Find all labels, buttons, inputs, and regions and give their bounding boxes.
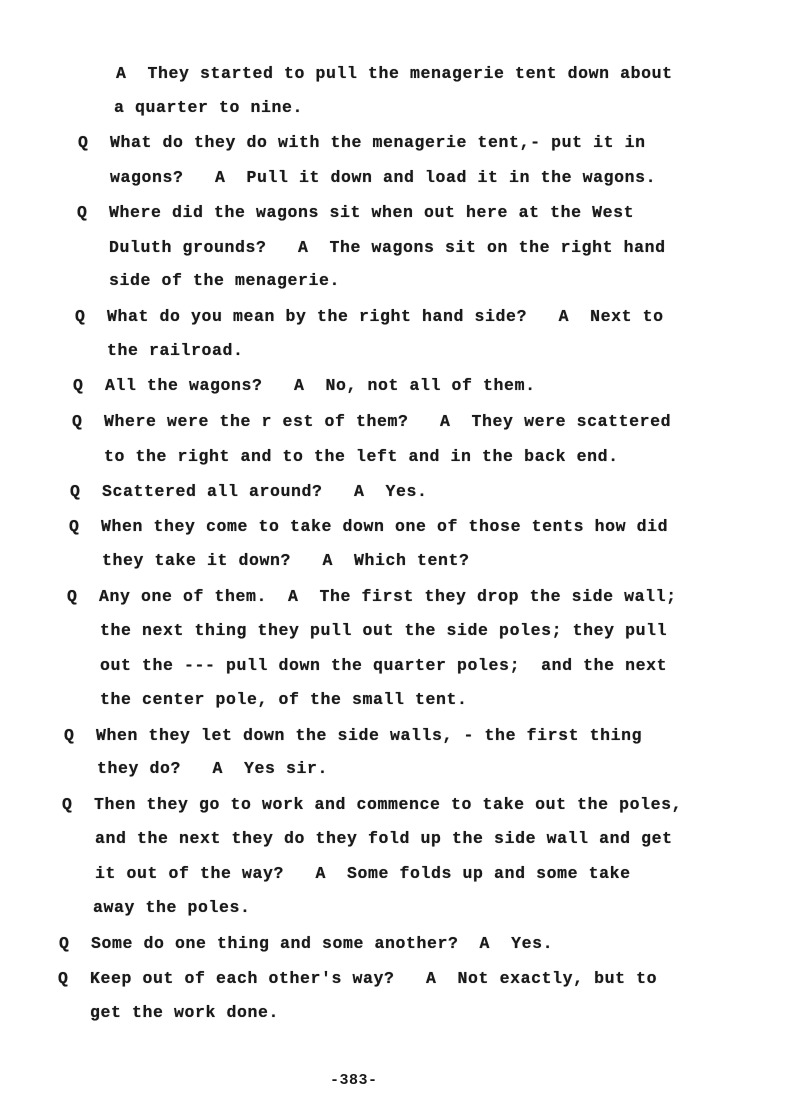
question-line: Q All the wagons? A No, not all of them.: [73, 376, 536, 395]
transcript-line: Duluth grounds? A The wagons sit on the right hand: [109, 238, 666, 257]
q-marker: Q: [77, 203, 88, 222]
transcript-line: a quarter to nine.: [114, 98, 304, 117]
question-line: Q Then they go to work and commence to take out the poles,: [62, 795, 683, 814]
question-line: Q Keep out of each other's way? A Not exactly, but to: [58, 969, 658, 988]
transcript-line: it out of the way? A Some folds up and some take: [95, 864, 631, 883]
question-line: Q What do you mean by the right hand side? A Next to: [75, 307, 664, 326]
transcript-line: get the work done.: [90, 1003, 280, 1022]
q-marker: Q: [69, 517, 80, 536]
transcript-line: side of the menagerie.: [109, 271, 341, 290]
question-line: Q When they let down the side walls, - the first thing: [64, 726, 643, 745]
transcript-line: to the right and to the left and in the back end.: [104, 447, 619, 466]
q-marker: Q: [62, 795, 73, 814]
q-marker: Q: [78, 133, 89, 152]
q-marker: Q: [59, 934, 70, 953]
transcript-line: the center pole, of the small tent.: [100, 690, 468, 709]
transcript-line: A They started to pull the menagerie tent down about: [116, 64, 673, 83]
q-marker: Q: [75, 307, 86, 326]
q-marker: Q: [64, 726, 75, 745]
page-number: -383-: [330, 1072, 378, 1089]
transcript-line: they take it down? A Which tent?: [102, 551, 470, 570]
q-marker: Q: [67, 587, 78, 606]
question-line: Q Any one of them. A The first they drop the side wall;: [67, 587, 677, 606]
transcript-line: they do? A Yes sir.: [97, 759, 329, 778]
transcript-line: the next thing they pull out the side poles; they pull: [100, 621, 668, 640]
q-marker: Q: [72, 412, 83, 431]
transcript-line: away the poles.: [93, 898, 251, 917]
q-marker: Q: [70, 482, 81, 501]
question-line: Q Scattered all around? A Yes.: [70, 482, 428, 501]
question-line: Q When they come to take down one of those tents how did: [69, 517, 669, 536]
question-line: Q Where were the r est of them? A They were scattered: [72, 412, 672, 431]
q-marker: Q: [58, 969, 69, 988]
transcript-line: the railroad.: [107, 341, 244, 360]
question-line: Q Where did the wagons sit when out here at the West: [77, 203, 635, 222]
transcript-line: out the --- pull down the quarter poles; and the next: [100, 656, 668, 675]
q-marker: Q: [73, 376, 84, 395]
transcript-line: and the next they do they fold up the side wall and get: [95, 829, 673, 848]
question-line: Q What do they do with the menagerie tent,- put it in: [78, 133, 646, 152]
question-line: Q Some do one thing and some another? A Yes.: [59, 934, 554, 953]
transcript-line: wagons? A Pull it down and load it in the wagons.: [110, 168, 657, 187]
